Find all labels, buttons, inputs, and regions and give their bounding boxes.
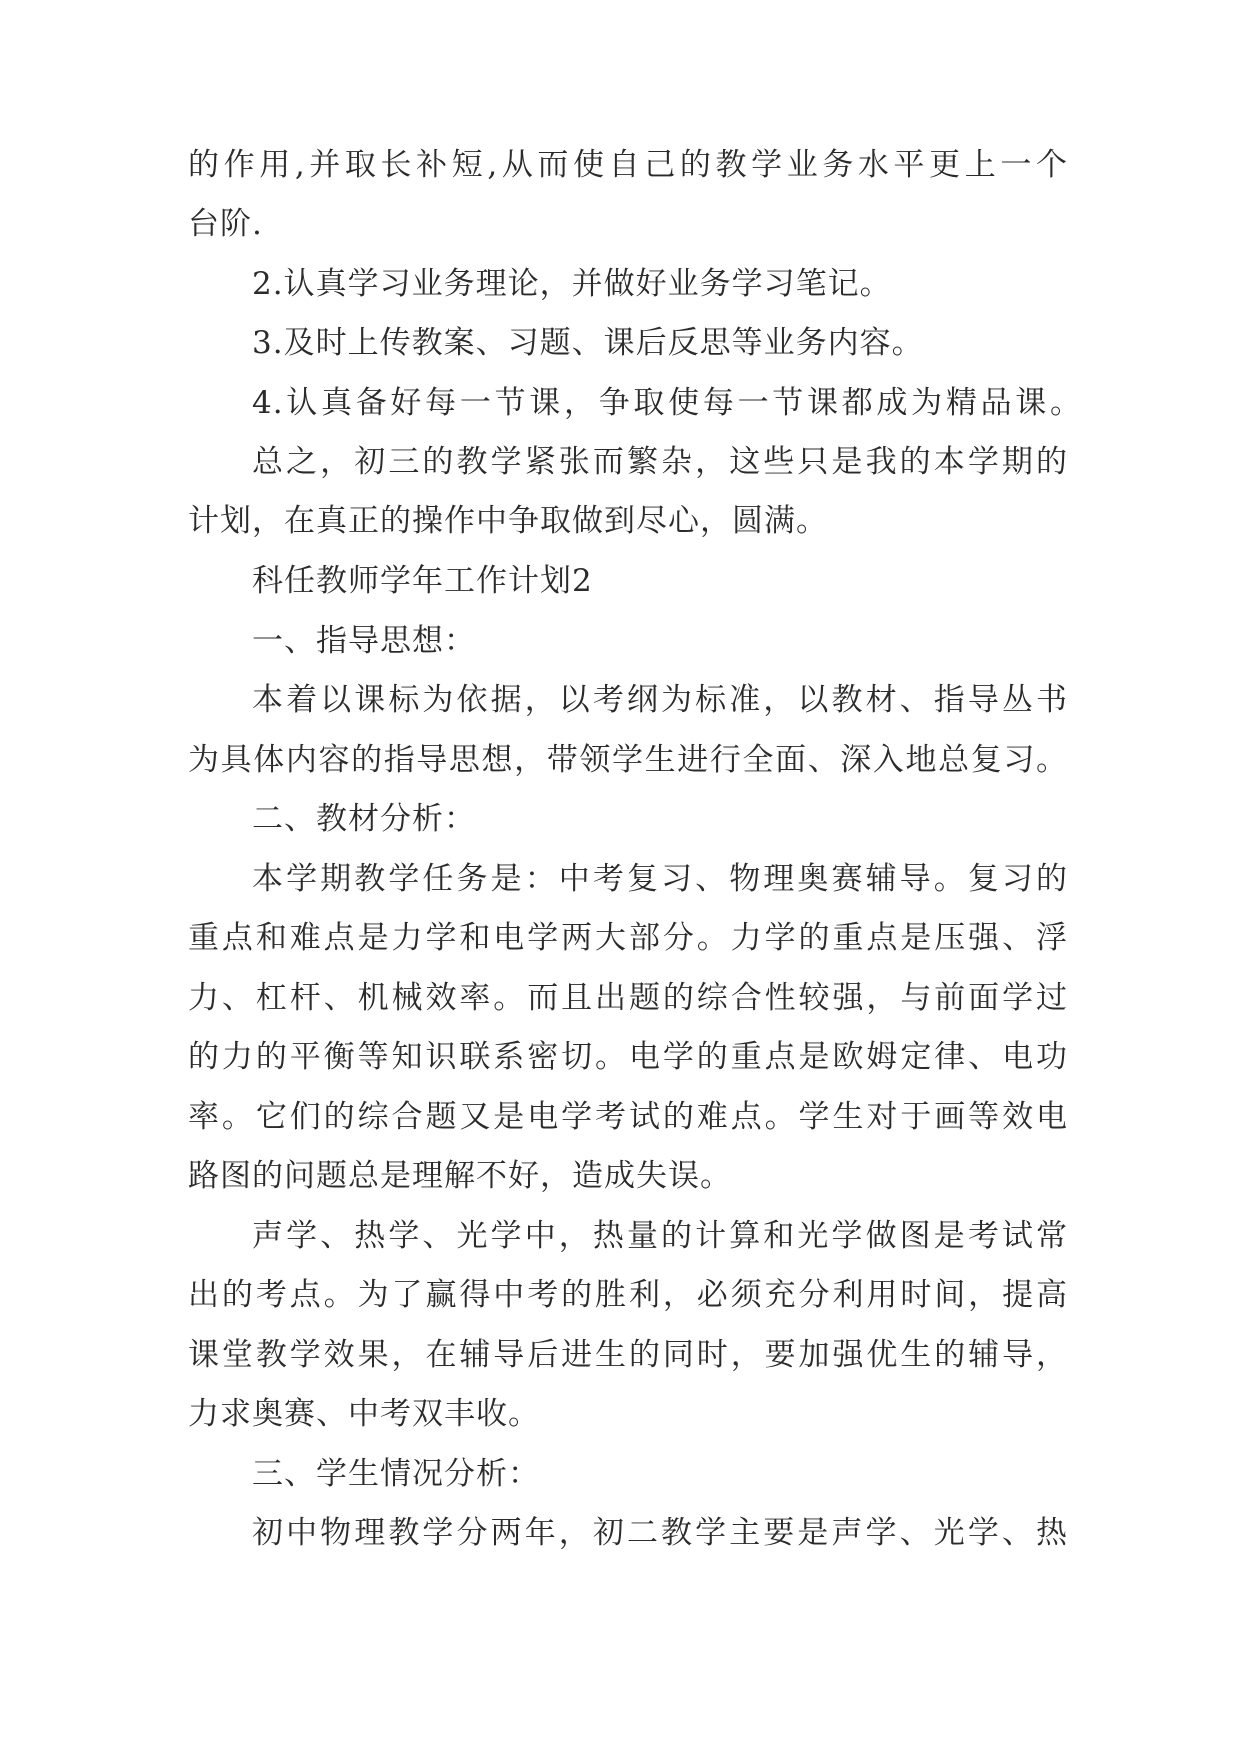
text-line: 重点和难点是力学和电学两大部分。力学的重点是压强、浮 [188, 920, 1068, 956]
text-line: 力求奥赛、中考双丰收。 [188, 1396, 540, 1432]
text-line: 为具体内容的指导思想，带领学生进行全面、深入地总复习。 [188, 742, 1068, 778]
section-heading: 二、教材分析： [252, 801, 476, 837]
text-line: 课堂教学效果，在辅导后进生的同时，要加强优生的辅导， [188, 1337, 1068, 1373]
section-heading: 科任教师学年工作计划2 [252, 563, 593, 599]
text-line: 的力的平衡等知识联系密切。电学的重点是欧姆定律、电功 [188, 1039, 1068, 1075]
text-line: 3.及时上传教案、习题、课后反思等业务内容。 [252, 325, 924, 361]
section-heading: 三、学生情况分析： [252, 1456, 540, 1492]
text-line: 本着以课标为依据，以考纲为标准，以教材、指导丛书 [252, 682, 1068, 718]
text-line: 力、杠杆、机械效率。而且出题的综合性较强，与前面学过 [188, 980, 1068, 1016]
text-line: 总之，初三的教学紧张而繁杂，这些只是我的本学期的 [252, 444, 1068, 480]
text-line: 本学期教学任务是：中考复习、物理奥赛辅导。复习的 [252, 861, 1068, 897]
text-line: 计划，在真正的操作中争取做到尽心，圆满。 [188, 503, 828, 539]
text-line: 出的考点。为了赢得中考的胜利，必须充分利用时间，提高 [188, 1277, 1068, 1313]
text-line: 台阶. [188, 206, 263, 242]
text-line: 率。它们的综合题又是电学考试的难点。学生对于画等效电 [188, 1099, 1068, 1135]
text-line: 路图的问题总是理解不好，造成失误。 [188, 1158, 732, 1194]
text-line: 4.认真备好每一节课，争取使每一节课都成为精品课。 [252, 385, 1082, 421]
section-heading: 一、指导思想： [252, 623, 476, 659]
text-line: 2.认真学习业务理论，并做好业务学习笔记。 [252, 266, 892, 302]
text-line: 声学、热学、光学中，热量的计算和光学做图是考试常 [252, 1218, 1068, 1254]
text-line: 初中物理教学分两年，初二教学主要是声学、光学、热 [252, 1515, 1068, 1551]
text-line: 的作用,并取长补短,从而使自己的教学业务水平更上一个 [188, 147, 1068, 183]
